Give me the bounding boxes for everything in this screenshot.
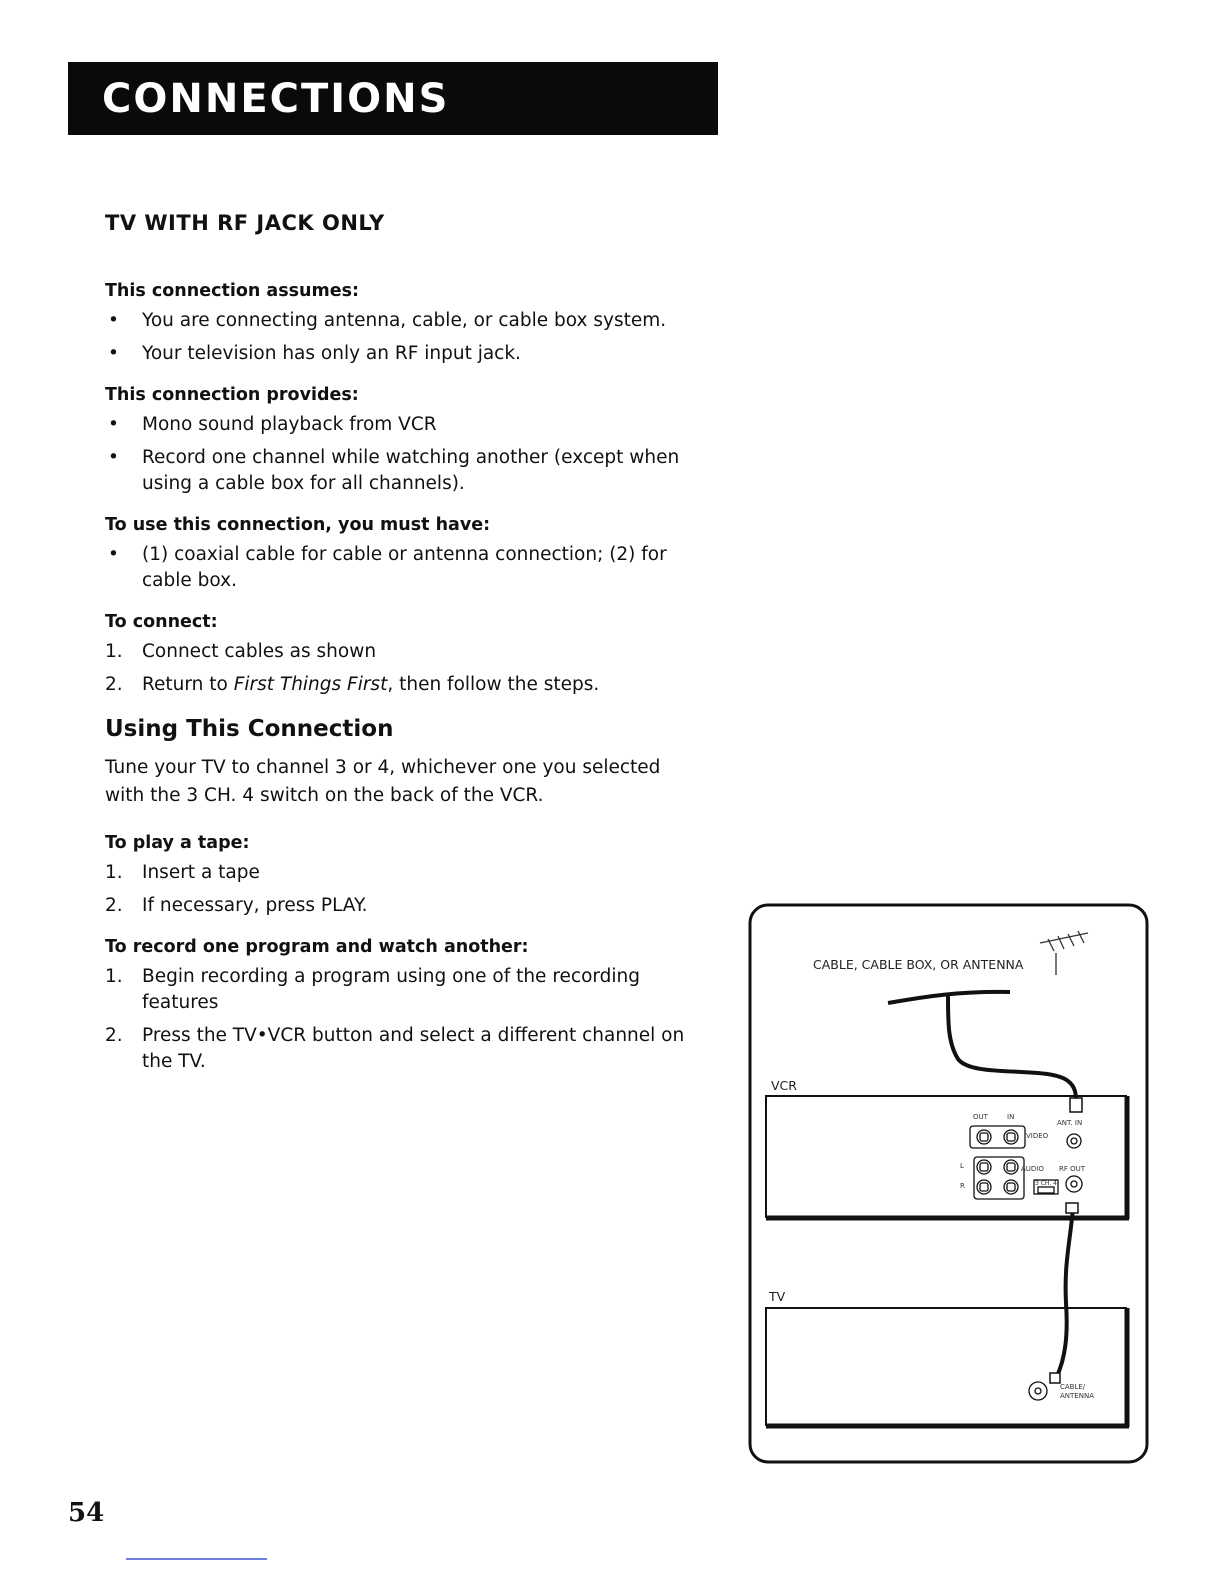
video-label: VIDEO	[1026, 1132, 1049, 1140]
rf-out-connector	[1066, 1203, 1078, 1213]
list-item: 2. Return to First Things First, then follow the steps.	[105, 674, 600, 695]
tv-connector	[1050, 1373, 1060, 1383]
using-heading: Using This Connection	[105, 716, 394, 742]
list-item: 1. Begin recording a program using one of the recording features	[105, 966, 641, 1013]
play-tape-heading: To play a tape:	[105, 833, 250, 853]
ant-in-connector	[1070, 1098, 1082, 1112]
tv-jack	[1029, 1382, 1047, 1400]
audio-label: AUDIO	[1021, 1165, 1044, 1173]
section-title: TV WITH RF JACK ONLY	[105, 211, 385, 235]
record-watch-heading: To record one program and watch another:	[105, 937, 529, 957]
cable-rf-to-tv	[1056, 1208, 1073, 1378]
diagram-frame	[750, 905, 1147, 1462]
list-item: • Record one channel while watching another (except when using a cable box for all channels).	[108, 447, 680, 494]
bullet: •	[108, 414, 119, 435]
bullet: •	[108, 343, 119, 364]
list-item: • (1) coaxial cable for cable or antenna connection; (2) for cable box.	[108, 544, 667, 591]
vcr-label: VCR	[771, 1078, 797, 1093]
page-number: 54	[68, 1498, 105, 1528]
antenna-icon	[1040, 931, 1088, 975]
diagram-drawing	[748, 903, 1150, 1466]
right-channel-label: R	[960, 1182, 965, 1190]
provides-heading: This connection provides:	[105, 385, 359, 405]
assumes-list	[105, 308, 695, 367]
play-tape-steps	[105, 860, 695, 919]
list-item: • Mono sound playback from VCR	[105, 412, 695, 438]
connect-steps	[105, 639, 695, 698]
list-item: • Your television has only an RF input jack.	[105, 341, 695, 367]
in-label: IN	[1007, 1113, 1015, 1121]
tv-box	[766, 1308, 1126, 1425]
bullet: •	[108, 447, 119, 468]
must-have-list	[105, 542, 695, 594]
list-item: 1. Insert a tape	[105, 862, 260, 883]
footer-line	[126, 1558, 267, 1560]
source-label: CABLE, CABLE BOX, OR ANTENNA	[813, 957, 1024, 972]
bullet: •	[108, 544, 119, 565]
tv-label: TV	[769, 1289, 786, 1304]
channel-switch-label: 3 CH. 4	[1035, 1180, 1057, 1187]
out-label: OUT	[973, 1113, 988, 1121]
provides-list	[105, 412, 695, 497]
using-paragraph: Tune your TV to channel 3 or 4, whichever one you selected with the 3 CH. 4 switch on the back of the VCR.	[105, 757, 661, 806]
list-item: 2. If necessary, press PLAY.	[105, 895, 368, 916]
vcr-box	[766, 1096, 1126, 1217]
cable-antenna-label: CABLE/ ANTENNA	[1060, 1383, 1094, 1400]
must-have-heading: To use this connection, you must have:	[105, 515, 491, 535]
connection-diagram	[748, 903, 1150, 1466]
connect-heading: To connect:	[105, 612, 218, 632]
assumes-heading: This connection assumes:	[105, 281, 360, 301]
ant-in-label: ANT. IN	[1057, 1119, 1083, 1127]
first-things-first-reference: First Things First	[233, 674, 388, 695]
list-item: 2. Press the TV•VCR button and select a different channel on the TV.	[105, 1025, 685, 1072]
list-item: 1. Connect cables as shown	[105, 641, 377, 662]
left-channel-label: L	[960, 1162, 964, 1170]
record-watch-steps	[105, 964, 695, 1075]
list-item: • You are connecting antenna, cable, or cable box system.	[105, 308, 695, 334]
bullet: •	[108, 310, 119, 331]
header-title: CONNECTIONS	[102, 76, 450, 122]
cable-to-ant-in	[948, 995, 1076, 1103]
header-bar	[68, 62, 718, 135]
rf-out-label: RF OUT	[1059, 1165, 1086, 1173]
content	[105, 278, 695, 1082]
